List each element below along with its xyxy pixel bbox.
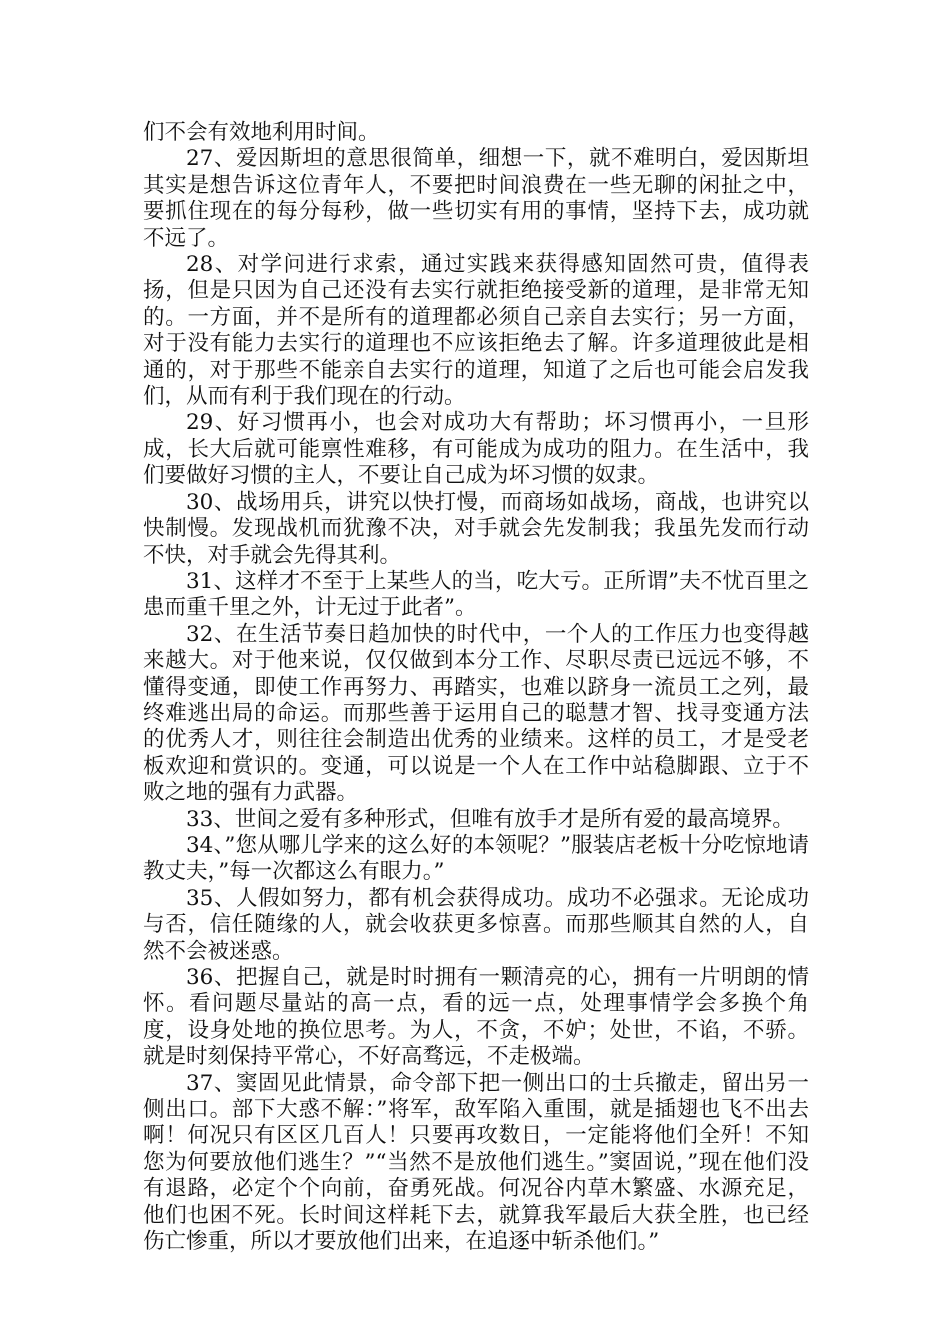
document-body (143, 120, 809, 1255)
paragraph-31: 31、这样才不至于上某些人的当，吃大亏。正所谓”夫不忧百里之患而重千里之外，计无过于此者”。 (143, 568, 809, 621)
paragraph-34: 34、”您从哪儿学来的这么好的本领呢？”服装店老板十分吃惊地请教丈夫，”每一次都这么有眼力。” (143, 832, 809, 885)
paragraph-continuation: 们不会有效地利用时间。 (143, 120, 380, 145)
paragraph-37: 37、窦固见此情景，命令部下把一侧出口的士兵撤走，留出另一侧出口。部下大惑不解：”将军，敌军陷入重围，就是插翅也飞不出去啊！何况只有区区几百人！只要再攻数日，一定能将他们全歼！不知您为何要放他们逃生？”“当然不是放他们逃生。”窦固说，”现在他们没有退路，必定个个向前，奋勇死战。何况谷内草木繁盛、水源充足，他们也困不死。长时间这样耗下去，就算我军最后大获全胜，也已经伤亡惨重，所以才要放他们出来，在追逐中斩杀他们。” (143, 1070, 809, 1255)
paragraph-28: 28、对学问进行求索，通过实践来获得感知固然可贵，值得表扬，但是只因为自己还没有去实行就拒绝接受新的道理，是非常无知的。一方面，并不是所有的道理都必须自己亲自去实行；另一方面，对于没有能力去实行的道理也不应该拒绝去了解。许多道理彼此是相通的，对于那些不能亲自去实行的道理，知道了之后也可能会启发我们，从而有利于我们现在的行动。 (143, 252, 809, 410)
paragraph-30: 30、战场用兵，讲究以快打慢，而商场如战场，商战，也讲究以快制慢。发现战机而犹豫不决，对手就会先发制我；我虽先发而行动不快，对手就会先得其利。 (143, 489, 809, 568)
paragraph-32: 32、在生活节奏日趋加快的时代中，一个人的工作压力也变得越来越大。对于他来说，仅仅做到本分工作、尽职尽责已远远不够，不懂得变通，即使工作再努力、再踏实，也难以跻身一流员工之列，最终难逃出局的命运。而那些善于运用自己的聪慧才智、找寻变通方法的优秀人才，则往往会制造出优秀的业绩来。这样的员工，才是受老板欢迎和赏识的。变通，可以说是一个人在工作中站稳脚跟、立于不败之地的强有力武器。 (143, 621, 809, 806)
paragraph-27: 27、爱因斯坦的意思很简单，细想一下，就不难明白，爱因斯坦其实是想告诉这位青年人，不要把时间浪费在一些无聊的闲扯之中，要抓住现在的每分每秒，做一些切实有用的事情，坚持下去，成功就不远了。 (143, 146, 809, 251)
paragraph-35: 35、人假如努力，都有机会获得成功。成功不必强求。无论成功与否，信任随缘的人，就会收获更多惊喜。而那些顺其自然的人，自然不会被迷惑。 (143, 885, 809, 964)
paragraph-33: 33、世间之爱有多种形式，但唯有放手才是所有爱的最高境界。 (186, 806, 794, 832)
paragraph-29: 29、好习惯再小，也会对成功大有帮助；坏习惯再小，一旦形成，长大后就可能禀性难移，有可能成为成功的阻力。在生活中，我们要做好习惯的主人，不要让自己成为坏习惯的奴隶。 (143, 410, 809, 489)
paragraph-36: 36、把握自己，就是时时拥有一颗清亮的心，拥有一片明朗的情怀。看问题尽量站的高一点，看的远一点，处理事情学会多换个角度，设身处地的换位思考。为人，不贪，不妒；处世，不谄，不骄。就是时刻保持平常心，不好高骛远，不走极端。 (143, 965, 809, 1070)
